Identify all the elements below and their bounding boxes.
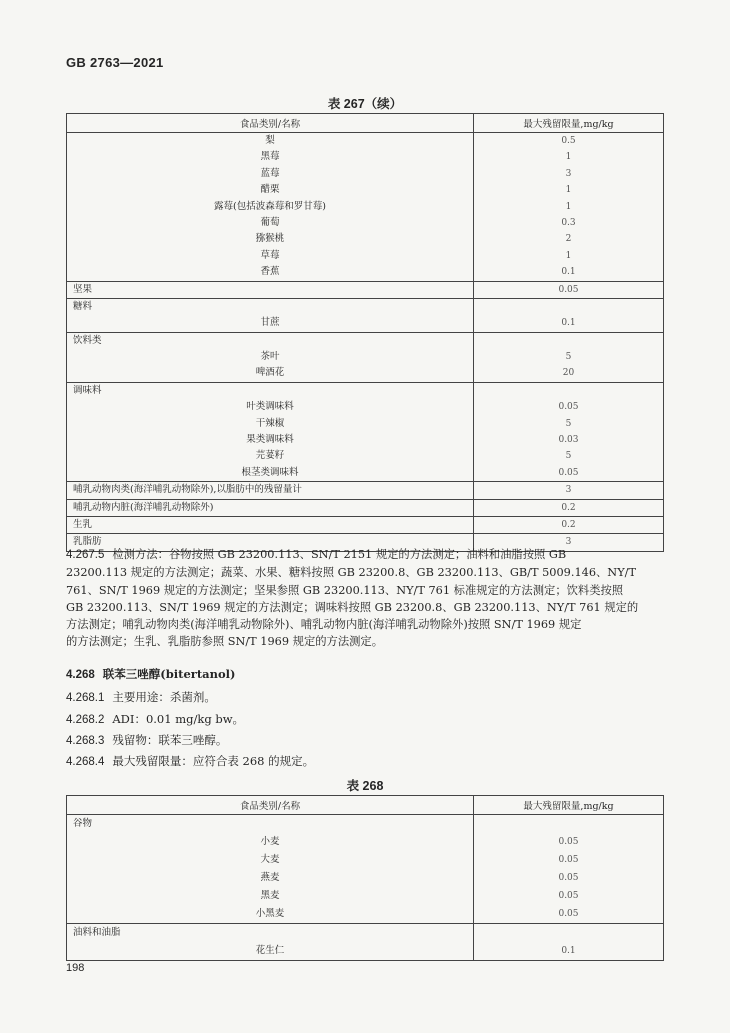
food-category: 糖料	[73, 300, 93, 312]
paragraph-line: 的方法测定；生乳、乳脂肪参照 SN/T 1969 规定的方法测定。	[66, 635, 384, 649]
food-category: 乳脂肪	[73, 536, 102, 548]
paragraph-line: GB 23200.113、SN/T 1969 规定的方法测定；调味料按照 GB 23200.8、GB 23200.113、NY/T 761 规定的	[66, 600, 639, 614]
standard-code: GB 2763—2021	[66, 55, 164, 70]
mrl-value: 3	[565, 537, 572, 548]
table-row	[67, 924, 664, 961]
food-name: 叶类调味料	[246, 401, 294, 413]
clause-number: 4.268.3	[66, 735, 105, 747]
mrl-value: 20	[562, 368, 575, 379]
food-category: 生乳	[73, 518, 93, 530]
food-name: 大麦	[260, 854, 280, 865]
clause-number: 4.268.2	[66, 714, 105, 726]
mrl-value: 0.05	[558, 837, 579, 847]
food-category: 哺乳动物内脏(海洋哺乳动物除外)	[73, 501, 214, 513]
food-name: 茶叶	[260, 351, 280, 363]
table-row	[67, 482, 664, 499]
mrl-value: 0.1	[561, 267, 576, 278]
food-name: 啤酒花	[255, 367, 285, 379]
mrl-value: 0.05	[558, 284, 579, 295]
mrl-value: 1	[565, 152, 572, 163]
table-row	[67, 298, 664, 332]
food-category: 饮料类	[73, 334, 102, 346]
col-header-food: 食品类别/名称	[67, 796, 474, 815]
food-name: 香蕉	[260, 266, 280, 278]
table-row	[67, 382, 664, 481]
mrl-value: 0.05	[558, 402, 579, 413]
food-name: 干辣椒	[255, 417, 285, 429]
food-name: 果类调味料	[246, 434, 294, 446]
food-category: 坚果	[73, 283, 93, 295]
clause-number: 4.268.4	[66, 756, 105, 768]
table-267-caption: 表 267（续）	[327, 97, 403, 111]
col-header-food: 食品类别/名称	[67, 114, 474, 133]
clause-4-268-3	[66, 732, 227, 748]
mrl-value: 0.05	[558, 873, 579, 883]
food-name: 芫荽籽	[255, 450, 285, 462]
clause-number: 4.268.1	[66, 692, 105, 704]
table-row	[67, 516, 664, 533]
food-name: 猕猴桃	[255, 233, 285, 245]
mrl-value: 5	[565, 352, 572, 363]
mrl-value: 0.2	[561, 519, 576, 530]
col-header-mrl: 最大残留限量,mg/kg	[474, 114, 664, 133]
paragraph-line: 检测方法：谷物按照 GB 23200.113、SN/T 2151 规定的方法测定；油料和油脂按照 GB	[112, 548, 567, 561]
food-name: 黑麦	[260, 890, 280, 901]
paragraph-4-267-5	[66, 546, 666, 651]
paragraph-line: 23200.113 规定的方法测定；蔬菜、水果、糖料按照 GB 23200.8、GB 23200.113、GB/T 5009.146、NY/T	[66, 566, 636, 580]
mrl-value: 0.3	[561, 217, 576, 228]
table-row	[67, 133, 664, 282]
clause-4-268-4	[66, 753, 314, 769]
food-category: 调味料	[73, 384, 102, 396]
col-header-mrl: 最大残留限量,mg/kg	[474, 796, 664, 815]
clause-text: 主要用途：杀菌剂。	[112, 690, 216, 704]
food-name: 黑莓	[260, 151, 280, 163]
mrl-value: 3	[565, 168, 572, 179]
clause-text: ADI：0.01 mg/kg bw。	[112, 712, 245, 726]
mrl-value: 0.2	[561, 502, 576, 513]
table-row	[67, 499, 664, 516]
paragraph-line: 761、SN/T 1969 规定的方法测定；坚果参照 GB 23200.113、NY/T 761 标准规定的方法测定；饮料类按照	[66, 583, 624, 597]
food-name: 甘蔗	[260, 317, 280, 329]
mrl-value: 3	[565, 485, 572, 496]
food-category: 谷物	[73, 818, 93, 829]
paragraph-line: 方法测定；哺乳动物肉类(海洋哺乳动物除外)、哺乳动物内脏(海洋哺乳动物除外)按照 SN/T 1969 规定	[66, 618, 582, 632]
food-name: 小麦	[260, 836, 280, 847]
food-name: 露莓(包括波森莓和罗甘莓)	[214, 200, 326, 212]
clause-4-268-2	[66, 711, 244, 727]
clause-4-268-1	[66, 689, 216, 705]
mrl-value: 5	[565, 451, 572, 462]
food-category: 哺乳动物肉类(海洋哺乳动物除外),以脂肪中的残留量计	[73, 484, 302, 496]
clause-text: 最大残留限量：应符合表 268 的规定。	[112, 754, 315, 768]
table-268	[66, 795, 664, 961]
mrl-value: 1	[565, 201, 572, 212]
mrl-value: 0.1	[561, 318, 576, 329]
food-name: 草莓	[260, 249, 280, 261]
section-4-268-heading	[66, 666, 235, 682]
mrl-value: 1	[565, 250, 572, 261]
food-name: 蓝莓	[260, 167, 280, 179]
mrl-value: 0.03	[558, 435, 579, 446]
food-name: 根茎类调味料	[241, 466, 299, 478]
clause-number: 4.268	[66, 669, 95, 681]
food-name: 花生仁	[255, 945, 285, 956]
mrl-value: 0.05	[558, 467, 579, 478]
clause-number: 4.267.5	[66, 549, 105, 561]
mrl-value: 1	[565, 185, 572, 196]
table-row	[67, 281, 664, 298]
section-title: 联苯三唑醇(bitertanol)	[102, 667, 236, 681]
mrl-value: 0.1	[561, 946, 576, 956]
food-name: 小黑麦	[255, 908, 285, 919]
table-268-caption: 表 268	[346, 779, 384, 793]
food-category: 油料和油脂	[73, 927, 121, 938]
table-267	[66, 113, 664, 552]
food-name: 醋栗	[260, 184, 280, 196]
mrl-value: 2	[565, 234, 572, 245]
mrl-value: 0.5	[561, 136, 576, 146]
food-name: 葡萄	[260, 216, 280, 228]
mrl-value: 0.05	[558, 855, 579, 865]
mrl-value: 5	[565, 418, 572, 429]
mrl-value: 0.05	[558, 909, 579, 919]
food-name: 燕麦	[260, 872, 280, 883]
page-number: 198	[66, 962, 85, 974]
table-row	[67, 332, 664, 382]
food-name: 梨	[265, 135, 275, 146]
clause-text: 残留物：联苯三唑醇。	[112, 733, 228, 747]
table-row	[67, 815, 664, 924]
mrl-value: 0.05	[558, 891, 579, 901]
